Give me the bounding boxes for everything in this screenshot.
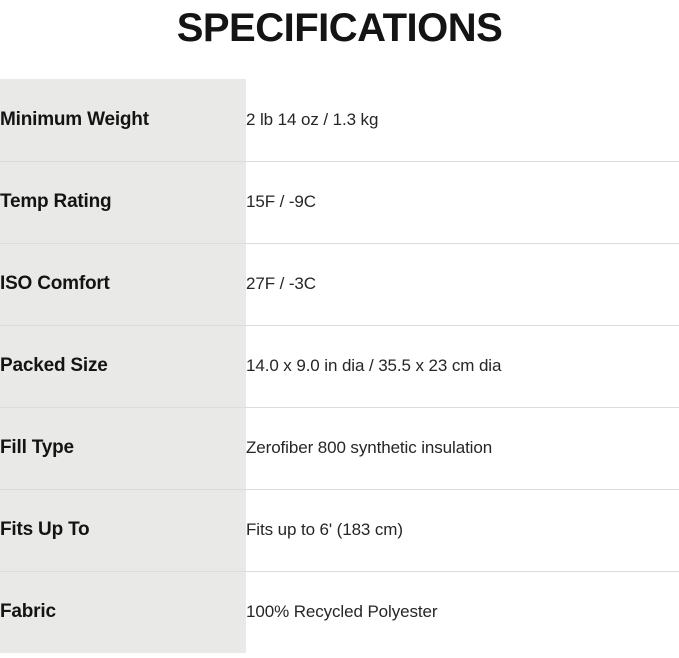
spec-value-cell	[246, 243, 679, 325]
spec-value-cell	[246, 407, 679, 489]
spec-value-cell	[246, 79, 679, 161]
spec-value: Fits up to 6' (183 cm)	[246, 520, 403, 539]
spec-label: ISO Comfort	[0, 273, 110, 294]
spec-label-cell	[0, 571, 246, 653]
spec-value-cell	[246, 571, 679, 653]
table-row	[0, 325, 679, 407]
table-row	[0, 243, 679, 325]
spec-label-cell	[0, 325, 246, 407]
spec-label-cell	[0, 243, 246, 325]
spec-label: Fits Up To	[0, 519, 90, 540]
spec-label-cell	[0, 407, 246, 489]
spec-value: Zerofiber 800 synthetic insulation	[246, 438, 493, 457]
table-row	[0, 407, 679, 489]
spec-value: 15F / -9C	[246, 192, 316, 211]
spec-value-cell	[246, 161, 679, 243]
table-row	[0, 161, 679, 243]
spec-value: 2 lb 14 oz / 1.3 kg	[246, 109, 379, 129]
spec-label-cell	[0, 79, 246, 161]
table-row	[0, 79, 679, 161]
spec-label: Fabric	[0, 601, 56, 623]
spec-label: Minimum Weight	[0, 108, 149, 130]
spec-value: 14.0 x 9.0 in dia / 35.5 x 23 cm dia	[246, 356, 502, 375]
spec-value-cell	[246, 489, 679, 571]
spec-label-cell	[0, 489, 246, 571]
spec-label-cell	[0, 161, 246, 243]
spec-label: Packed Size	[0, 355, 108, 376]
specifications-table	[0, 79, 679, 653]
spec-label: Temp Rating	[0, 191, 112, 212]
spec-value: 100% Recycled Polyester	[246, 602, 438, 622]
spec-label: Fill Type	[0, 437, 74, 458]
page-title: SPECIFICATIONS	[176, 6, 503, 50]
spec-value-cell	[246, 325, 679, 407]
table-row	[0, 571, 679, 653]
spec-value: 27F / -3C	[246, 274, 316, 293]
specifications-table-body	[0, 79, 679, 653]
table-row	[0, 489, 679, 571]
